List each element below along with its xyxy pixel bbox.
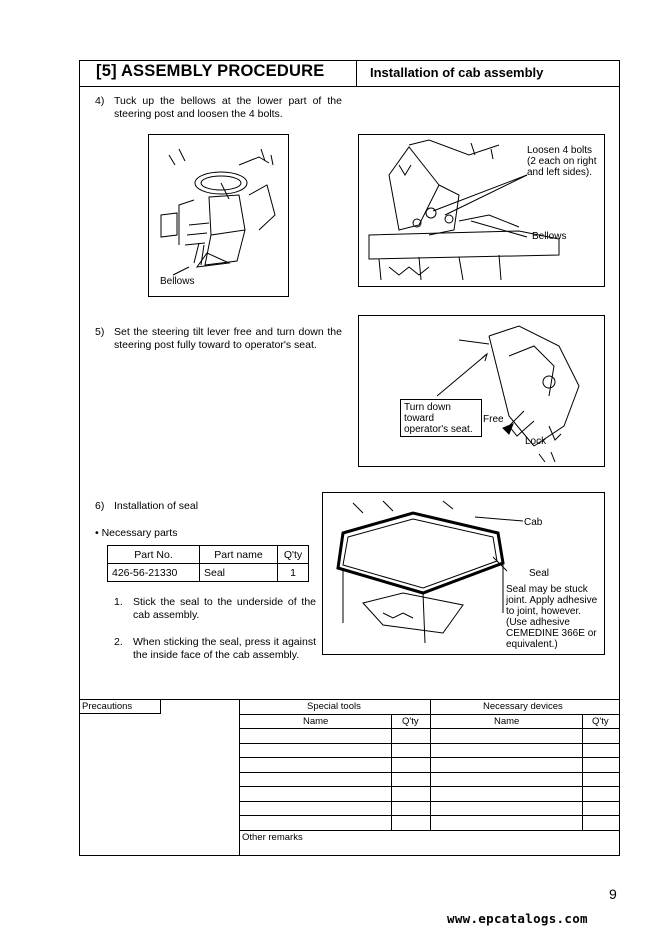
substep-2-text: When sticking the seal, press it against the inside face of the cab assembly.	[133, 636, 316, 661]
fig2-bolts-label-3: and left sides).	[527, 167, 593, 178]
substep-2-number: 2.	[114, 636, 123, 648]
parts-header-partname: Part name	[200, 546, 278, 564]
parts-header-partno: Part No.	[108, 546, 200, 564]
figure-seal-installation	[322, 492, 605, 655]
figure-tilt-lever	[358, 315, 605, 467]
tools-qty-header: Q'ty	[402, 716, 419, 727]
fig4-note-5: CEMEDINE 366E or	[506, 628, 597, 639]
part-qty-cell: 1	[278, 564, 309, 582]
step-6-text: Installation of seal	[114, 500, 199, 512]
step-5-text: Set the steering tilt lever free and turn down the steering post fully toward to operator's seat.	[114, 326, 342, 351]
fig3-turn-label-1: Turn down	[404, 402, 451, 413]
header-underline	[80, 86, 619, 87]
page-subtitle: Installation of cab assembly	[370, 65, 544, 80]
devices-name-header: Name	[494, 716, 520, 727]
table-row	[108, 564, 309, 582]
step-4-text: Tuck up the bellows at the lower part of the steering post and loosen the 4 bolts.	[114, 95, 342, 120]
substep-1-text: Stick the seal to the underside of the cab assembly.	[133, 596, 316, 621]
figure-steering-bellows	[148, 134, 289, 297]
fig4-note-6: equivalent.)	[506, 639, 558, 650]
fig2-bolts-label-2: (2 each on right	[527, 156, 597, 167]
footer-row-line	[239, 801, 619, 802]
footer-row-line	[239, 815, 619, 816]
footer-row-line	[239, 786, 619, 787]
fig2-bolts-label-1: Loosen 4 bolts	[527, 145, 593, 156]
necessary-devices-header: Necessary devices	[483, 701, 563, 712]
footer-row-line	[239, 772, 619, 773]
watermark-url: www.epcatalogs.com	[447, 911, 588, 926]
fig3-free-label: Free	[483, 414, 504, 425]
part-name-cell: Seal	[200, 564, 278, 582]
fig4-cab-label: Cab	[524, 517, 543, 528]
parts-header-row	[108, 546, 309, 564]
fig4-seal-label: Seal	[529, 568, 550, 579]
fig4-note-3: to joint, however.	[506, 606, 582, 617]
part-number-cell: 426-56-21330	[108, 564, 200, 582]
tools-left-border	[239, 700, 240, 831]
precautions-label: Precautions	[82, 701, 133, 712]
fig4-note-4: (Use adhesive	[506, 617, 570, 628]
steering-illustration	[149, 135, 289, 297]
page-number: 9	[609, 886, 617, 902]
substep-1-number: 1.	[114, 596, 123, 608]
fig3-turn-label-2: toward	[404, 413, 435, 424]
devices-qty-header: Q'ty	[592, 716, 609, 727]
footer-row-line	[239, 728, 619, 729]
necessary-parts-label: • Necessary parts	[95, 527, 178, 539]
fig4-note-1: Seal may be stuck	[506, 584, 588, 595]
step-6-number: 6)	[95, 500, 105, 512]
step-5-number: 5)	[95, 326, 105, 338]
special-tools-header: Special tools	[307, 701, 361, 712]
fig2-bellows-label: Bellows	[532, 231, 567, 242]
devices-left-border	[430, 700, 431, 831]
fig1-bellows-label: Bellows	[160, 276, 195, 287]
footer-row-line	[239, 757, 619, 758]
remarks-left-border	[239, 830, 240, 856]
footer-row-line	[239, 743, 619, 744]
parts-header-qty: Q'ty	[278, 546, 309, 564]
fig3-lock-label: Lock	[525, 436, 547, 447]
fig4-note-2: joint. Apply adhesive	[506, 595, 598, 606]
footer-row-line	[239, 830, 619, 831]
precautions-divider	[160, 700, 161, 714]
tilt-lever-illustration	[359, 316, 605, 467]
other-remarks-label: Other remarks	[242, 832, 303, 843]
fig3-turn-label-3: operator's seat.	[404, 424, 473, 435]
tools-name-header: Name	[303, 716, 329, 727]
figure-loosen-bolts	[358, 134, 605, 287]
step-4-number: 4)	[95, 95, 105, 107]
footer-row-line	[239, 714, 619, 715]
page-title: [5] ASSEMBLY PROCEDURE	[96, 62, 325, 80]
necessary-parts-table	[107, 545, 309, 582]
precautions-underline	[80, 713, 160, 714]
